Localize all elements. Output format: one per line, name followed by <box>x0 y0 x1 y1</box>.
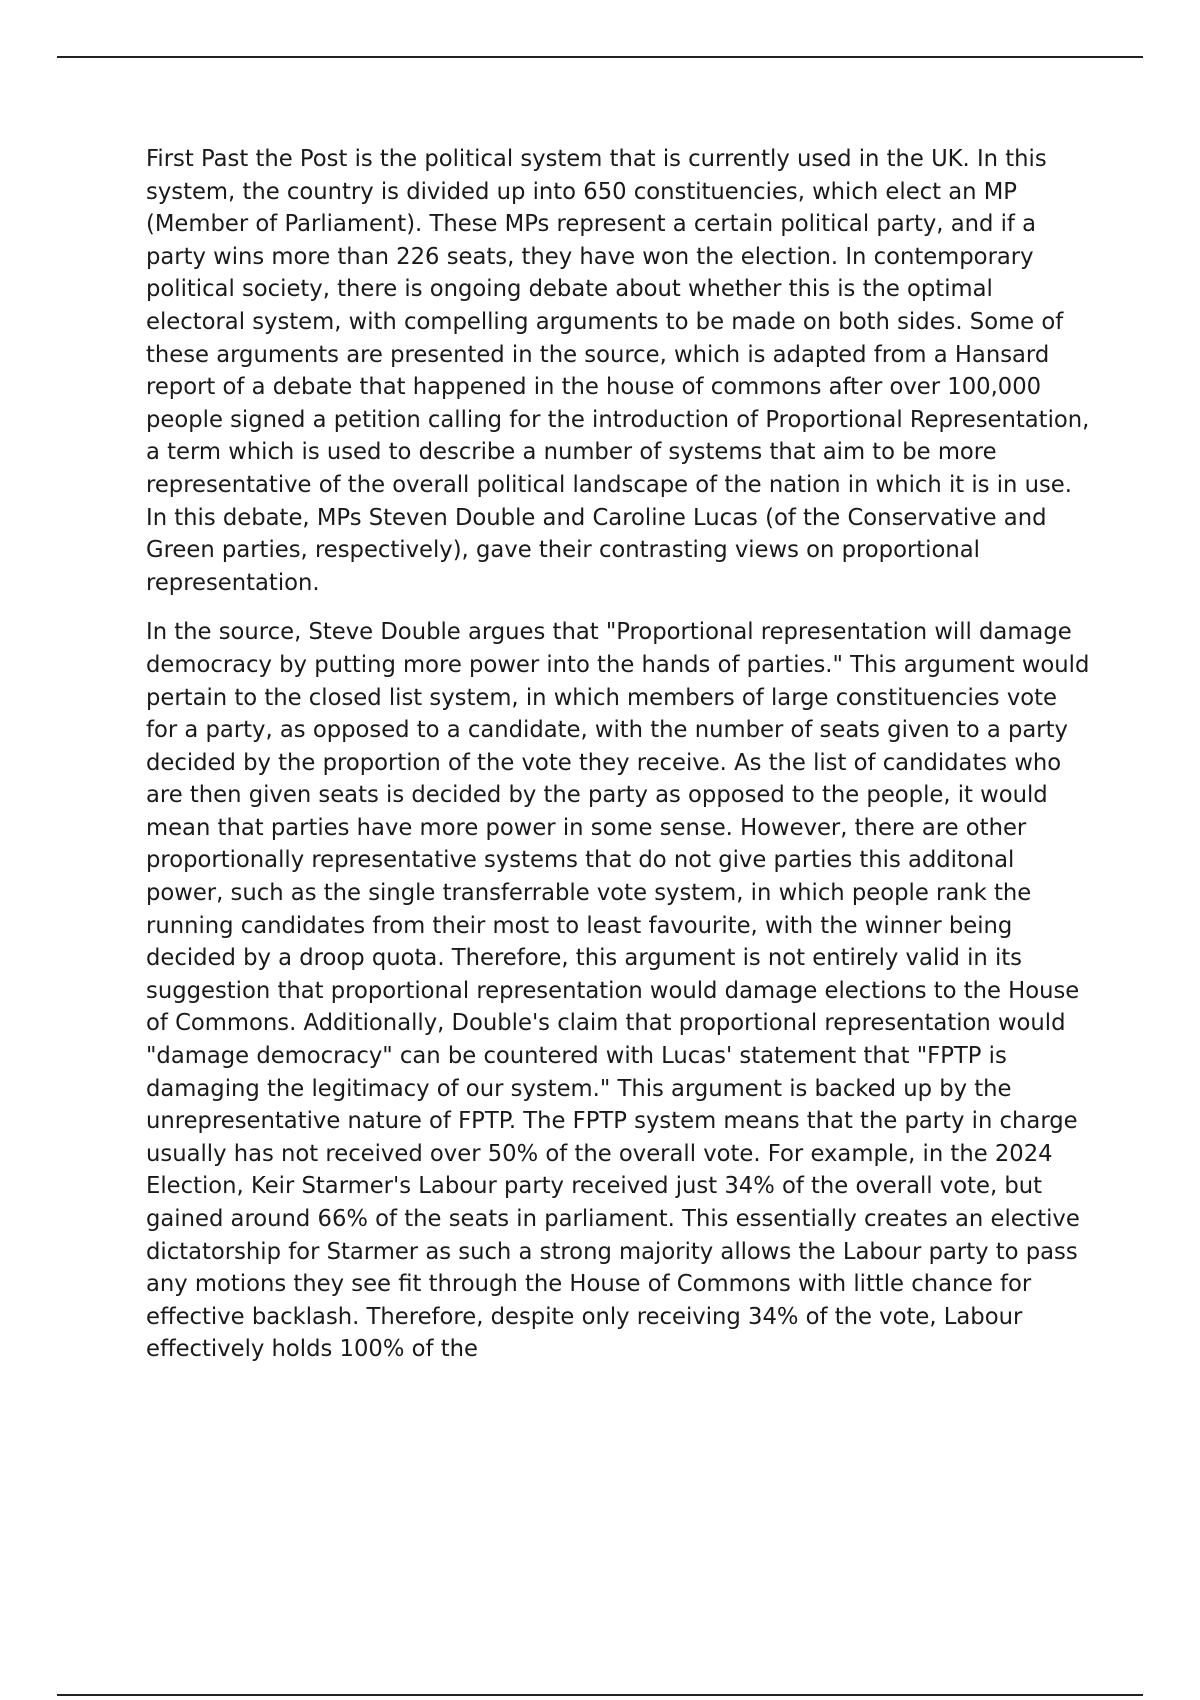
header-rule <box>57 56 1143 58</box>
paragraph-intro: First Past the Post is the political system that is currently used in the UK. In this system, the country is divided up into 650 constituencies, which elect an MP (Member of Parliament). These MPs represent a certain political party, and if a party wins more than 226 seats, they have won the election. In contemporary political society, there is ongoing debate about whether this is the optimal electoral system, with compelling arguments to be made on both sides. Some of these arguments are presented in the source, which is adapted from a Hansard report of a debate that happened in the house of commons after over 100,000 people signed a petition calling for the introduction of Proportional Representation, a term which is used to describe a number of systems that aim to be more representative of the overall political landscape of the nation in which it is in use. In this debate, MPs Steven Double and Caroline Lucas (of the Conservative and Green parties, respectively), gave their contrasting views on proportional representation. <box>146 146 1090 596</box>
paragraph-analysis: In the source, Steve Double argues that "Proportional representation will damage democracy by putting more power into the hands of parties." This argument would pertain to the closed list system, in which members of large constituencies vote for a party, as opposed to a candidate, with the number of seats given to a party decided by the proportion of the vote they receive. As the list of candidates who are then given seats is decided by the party as opposed to the people, it would mean that parties have more power in some sense. However, there are other proportionally representative systems that do not give parties this additonal power, such as the single transferrable vote system, in which people rank the running candidates from their most to least favourite, with the winner being decided by a droop quota. Therefore, this argument is not entirely valid in its suggestion that proportional representation would damage elections to the House of Commons. Additionally, Double's claim that proportional representation would "damage democracy" can be countered with Lucas' statement that "FPTP is damaging the legitimacy of our system." This argument is backed up by the unrepresentative nature of FPTP. The FPTP system means that the party in charge usually has not received over 50% of the overall vote. For example, in the 2024 Election, Keir Starmer's Labour party received just 34% of the overall vote, but gained around 66% of the seats in parliament. This essentially creates an elective dictatorship for Starmer as such a strong majority allows the Labour party to pass any motions they see fit through the House of Commons with little chance for effective backlash. Therefore, despite only receiving 34% of the vote, Labour effectively holds 100% of the <box>146 619 1090 1363</box>
footer-rule <box>57 1694 1143 1696</box>
document-body <box>146 143 1091 1383</box>
